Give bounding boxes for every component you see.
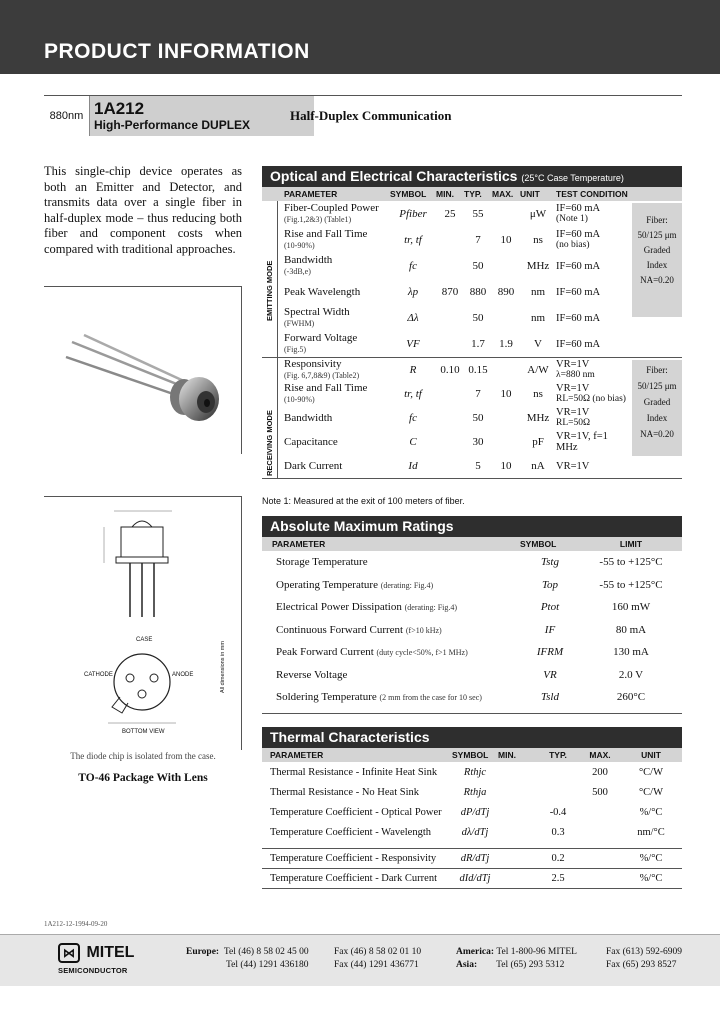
param-name: Spectral Width xyxy=(284,306,350,318)
logo-name: MITEL xyxy=(86,944,135,961)
max-cell: 10 xyxy=(500,460,512,472)
min-cell: 870 xyxy=(441,286,459,298)
thermal-unit: %/°C xyxy=(639,873,663,884)
emitting-rows xyxy=(262,201,682,357)
absmax-row xyxy=(262,551,682,574)
param-name: Bandwidth xyxy=(284,254,333,266)
case-label: CASE xyxy=(136,637,153,643)
condition-cell xyxy=(556,313,632,324)
device-photo-illustration xyxy=(44,287,240,453)
param-name: Fiber-Coupled Power xyxy=(284,202,379,214)
unit-cell: V xyxy=(534,338,542,350)
absmax-col-symbol: SYMBOL xyxy=(520,539,557,549)
absmax-limit: 2.0 V xyxy=(618,668,644,681)
param-name: Peak Wavelength xyxy=(284,285,361,298)
typ-cell: 7 xyxy=(475,388,481,400)
absmax-param-cell xyxy=(262,624,520,636)
absmax-row xyxy=(262,641,682,664)
absolute-max-section xyxy=(262,516,682,714)
typ-cell: 0.15 xyxy=(468,364,488,376)
absmax-limit: 130 mA xyxy=(613,646,649,659)
unit-cell: nm xyxy=(530,286,546,298)
param-name: Rise and Fall Time xyxy=(284,382,368,394)
emitting-fiber-note xyxy=(632,203,682,317)
anode-label: ANODE xyxy=(172,672,194,678)
param-cell xyxy=(284,359,390,381)
typ-cell: 55 xyxy=(472,208,484,220)
condition-cell xyxy=(556,287,632,298)
param-name: Bandwidth xyxy=(284,411,333,424)
condition-main: IF=60 mA xyxy=(556,229,601,240)
absmax-title: Absolute Maximum Ratings xyxy=(262,516,682,537)
thermal-unit: °C/W xyxy=(638,766,664,778)
absmax-param: Continuous Forward Current xyxy=(276,623,404,636)
absmax-limit: 260°C xyxy=(616,691,646,704)
param-name: Forward Voltage xyxy=(284,332,358,344)
absmax-subnote: (derating: Fig.4) xyxy=(404,603,458,613)
thermal-col-symbol: SYMBOL xyxy=(452,750,489,760)
condition-cell xyxy=(556,383,632,405)
condition-cell xyxy=(556,461,632,472)
europe-fax-1: Fax (46) 8 58 02 01 10 xyxy=(334,947,422,957)
col-max: MAX. xyxy=(492,189,514,199)
thermal-row xyxy=(262,802,682,822)
symbol-cell: C xyxy=(409,436,417,448)
param-subnote: (10-90%) xyxy=(284,241,315,250)
thermal-param: Thermal Resistance - No Heat Sink xyxy=(270,786,419,798)
receiving-mode-block xyxy=(262,358,682,479)
absmax-symbol: Tstg xyxy=(541,556,559,569)
typ-cell: 50 xyxy=(472,260,484,272)
absmax-col-parameter: PARAMETER xyxy=(272,539,326,549)
thermal-col-max: MAX. xyxy=(589,750,611,760)
asia-tel: Tel (65) 293 5312 xyxy=(496,959,565,970)
condition-cell xyxy=(556,229,632,251)
absmax-row xyxy=(262,664,682,687)
unit-cell: ns xyxy=(533,388,543,400)
condition-extra: (Note 1) xyxy=(556,214,588,224)
param-cell xyxy=(284,383,390,405)
absmax-column-headers xyxy=(262,537,682,551)
fiber-note-line: Index xyxy=(646,413,668,423)
spec-row xyxy=(284,331,682,357)
dimensions-note: All dimensions in mm xyxy=(220,641,226,693)
part-number: 1A212 xyxy=(94,99,145,118)
asia-label: Asia: xyxy=(456,959,478,970)
symbol-cell: Δλ xyxy=(407,312,419,324)
spec-row xyxy=(284,454,682,478)
col-test-condition: TEST CONDITION xyxy=(556,189,628,199)
spec-row xyxy=(284,430,682,454)
typ-cell: 50 xyxy=(472,412,484,424)
param-cell xyxy=(284,229,390,251)
europe-fax xyxy=(334,946,421,971)
thermal-rows xyxy=(262,762,682,889)
thermal-unit: °C/W xyxy=(638,786,664,798)
thermal-symbol: Rthja xyxy=(463,786,487,798)
condition-cell xyxy=(556,431,632,453)
america-fax: Fax (613) 592-6909 xyxy=(606,947,682,957)
bottom-view-label: BOTTOM VIEW xyxy=(122,729,165,735)
param-cell xyxy=(284,461,390,472)
receiving-mode-side xyxy=(262,358,278,478)
spec-row xyxy=(284,358,682,382)
thermal-max: 200 xyxy=(592,766,608,778)
fiber-note-line: NA=0.20 xyxy=(640,275,674,285)
thermal-typ: 2.5 xyxy=(551,873,565,884)
thermal-symbol: Rthjc xyxy=(463,766,487,778)
condition-main: VR=1V, f=1 MHz xyxy=(556,431,608,453)
unit-cell: MHz xyxy=(526,412,550,424)
typ-cell: 50 xyxy=(472,312,484,324)
absmax-subnote: (derating: Fig.4) xyxy=(380,580,434,590)
part-box xyxy=(90,96,314,136)
absmax-param-cell xyxy=(262,646,520,658)
condition-extra: (no bias) xyxy=(556,240,590,250)
emitting-mode-side xyxy=(262,201,278,357)
symbol-cell: Id xyxy=(408,460,418,472)
col-parameter: PARAMETER xyxy=(284,189,338,199)
spec-row xyxy=(284,305,682,331)
emitting-mode-label: EMITTING MODE xyxy=(265,260,274,321)
thermal-param: Thermal Resistance - Infinite Heat Sink xyxy=(270,766,438,778)
thermal-typ: 0.3 xyxy=(551,826,565,838)
thermal-row xyxy=(262,868,682,888)
isolation-note: The diode chip is isolated from the case. xyxy=(70,751,216,761)
unit-cell: nA xyxy=(531,460,545,472)
thermal-section xyxy=(262,727,682,889)
condition-main: IF=60 mA xyxy=(556,203,601,214)
thermal-column-headers xyxy=(262,748,682,762)
spec-row xyxy=(284,253,682,279)
absmax-row xyxy=(262,619,682,642)
thermal-row xyxy=(262,782,682,802)
thermal-param: Temperature Coefficient - Dark Current xyxy=(270,873,438,884)
fiber-note-line: Index xyxy=(646,260,668,270)
emitting-mode-block xyxy=(262,201,682,358)
absmax-rows xyxy=(262,551,682,714)
absmax-symbol: Tsld xyxy=(541,691,559,704)
thermal-col-min: MIN. xyxy=(498,750,516,760)
europe-label: Europe: xyxy=(186,947,220,957)
intro-text: This single-chip device operates as both an Emitter and Detector, and transmits data over a single fiber in half-duplex mode – thus reducing both fiber and component costs when compared with traditional approaches. xyxy=(44,164,242,256)
thermal-row xyxy=(262,822,682,842)
thermal-col-unit: UNIT xyxy=(641,750,661,760)
param-cell xyxy=(284,255,390,277)
param-cell xyxy=(284,203,390,225)
condition-main: IF=60 mA xyxy=(556,260,601,272)
symbol-cell: fc xyxy=(409,260,417,272)
europe-tel-2: Tel (44) 1291 436180 xyxy=(226,959,309,970)
param-cell xyxy=(284,437,390,448)
america-asia-fax xyxy=(606,946,682,971)
absmax-param: Reverse Voltage xyxy=(276,668,348,681)
fiber-note-line: Fiber: xyxy=(646,215,668,225)
symbol-cell: VF xyxy=(406,338,420,350)
max-cell: 1.9 xyxy=(499,338,513,350)
param-cell xyxy=(284,307,390,329)
mitel-logo-icon: ⋈ xyxy=(58,943,80,963)
america-label: America: xyxy=(456,947,494,957)
typ-cell: 880 xyxy=(469,286,487,298)
param-subnote: (Fig.1,2&3) (Table1) xyxy=(284,215,352,224)
optical-condition-text: (25°C Case Temperature) xyxy=(521,173,624,183)
fiber-note-line: 50/125 μm xyxy=(637,230,677,240)
col-min: MIN. xyxy=(436,189,454,199)
product-banner xyxy=(0,0,720,74)
absmax-row xyxy=(262,574,682,597)
param-name: Capacitance xyxy=(284,435,338,448)
param-subnote: (Fig. 6,7,8&9) (Table2) xyxy=(284,371,360,380)
to46-outline-drawing xyxy=(44,497,240,749)
thermal-row xyxy=(262,848,682,868)
condition-main: VR=1V xyxy=(556,359,590,370)
param-subnote: (FWHM) xyxy=(284,319,315,328)
absmax-row xyxy=(262,596,682,619)
thermal-symbol: dλ/dTj xyxy=(461,826,489,838)
typ-cell: 30 xyxy=(472,436,484,448)
unit-cell: ns xyxy=(533,234,543,246)
absmax-limit: 160 mW xyxy=(611,601,651,614)
thermal-param: Temperature Coefficient - Responsivity xyxy=(270,853,437,864)
param-subnote: (Fig.5) xyxy=(284,345,306,354)
unit-cell: nm xyxy=(530,312,546,324)
condition-cell xyxy=(556,359,632,381)
optical-title-text: Optical and Electrical Characteristics xyxy=(270,168,518,184)
condition-cell xyxy=(556,339,632,350)
wavelength-label: 880nm xyxy=(44,96,90,136)
part-description: High-Performance DUPLEX xyxy=(94,118,251,132)
europe-contacts xyxy=(186,946,309,971)
receiving-rows xyxy=(262,358,682,478)
thermal-max: 500 xyxy=(592,786,608,798)
param-subnote: (-3dB,e) xyxy=(284,267,311,276)
thermal-typ: -0.4 xyxy=(549,806,567,818)
thermal-col-typ: TYP. xyxy=(549,750,567,760)
condition-extra: RL=50Ω xyxy=(556,418,591,428)
fiber-note-line: Graded xyxy=(643,245,671,255)
condition-extra: RL=50Ω (no bias) xyxy=(556,394,626,404)
absmax-param-cell xyxy=(262,691,520,703)
america-tel: Tel 1-800-96 MITEL xyxy=(496,947,577,957)
absmax-limit: -55 to +125°C xyxy=(599,578,663,591)
spec-row xyxy=(284,201,682,227)
thermal-param: Temperature Coefficient - Optical Power xyxy=(270,806,442,818)
absmax-subnote: (f>10 kHz) xyxy=(405,625,442,635)
unit-cell: A/W xyxy=(527,364,549,376)
fiber-note-line: Fiber: xyxy=(646,365,668,375)
param-cell xyxy=(284,413,390,424)
receiving-mode-label: RECEIVING MODE xyxy=(265,410,274,476)
mitel-logo xyxy=(58,943,134,975)
thermal-unit: %/°C xyxy=(639,806,663,818)
thermal-symbol: dId/dTj xyxy=(459,873,491,884)
absmax-subnote: (duty cycle<50%, f>1 MHz) xyxy=(376,648,468,658)
absmax-param: Storage Temperature xyxy=(276,556,368,569)
receiving-fiber-note xyxy=(632,360,682,456)
condition-main: IF=60 mA xyxy=(556,312,601,324)
thermal-symbol: dR/dTj xyxy=(460,853,490,864)
condition-extra: λ=880 nm xyxy=(556,370,595,380)
absmax-param: Electrical Power Dissipation xyxy=(276,601,402,614)
absmax-symbol: Top xyxy=(541,578,559,591)
optical-column-headers xyxy=(262,187,682,201)
col-typ: TYP. xyxy=(464,189,482,199)
symbol-cell: Pfiber xyxy=(399,208,427,220)
condition-cell xyxy=(556,203,632,225)
absmax-col-limit: LIMIT xyxy=(619,539,643,549)
product-photo xyxy=(44,286,242,454)
fiber-note-line: NA=0.20 xyxy=(640,429,674,439)
absmax-symbol: IF xyxy=(544,623,556,636)
max-cell: 10 xyxy=(500,234,512,246)
absmax-param: Soldering Temperature xyxy=(276,691,377,704)
unit-cell: μW xyxy=(529,208,547,220)
thermal-col-parameter: PARAMETER xyxy=(270,750,324,760)
condition-cell xyxy=(556,407,632,429)
product-header xyxy=(44,95,682,135)
param-subnote: (10-90%) xyxy=(284,395,315,404)
thermal-title: Thermal Characteristics xyxy=(262,727,682,748)
package-drawing xyxy=(44,496,242,750)
thermal-symbol: dP/dTj xyxy=(460,806,490,818)
absmax-param-cell xyxy=(262,669,520,681)
spec-row xyxy=(284,279,682,305)
typ-cell: 7 xyxy=(475,234,481,246)
thermal-param: Temperature Coefficient - Wavelength xyxy=(270,826,432,838)
min-cell: 25 xyxy=(444,208,456,220)
condition-main: VR=1V xyxy=(556,460,590,472)
europe-tel-1: Tel (46) 8 58 02 45 00 xyxy=(223,947,309,957)
param-name: Rise and Fall Time xyxy=(284,228,368,240)
application-title: Half-Duplex Communication xyxy=(290,108,452,123)
absmax-param-cell xyxy=(262,556,520,568)
condition-main: VR=1V xyxy=(556,407,590,418)
symbol-cell: fc xyxy=(409,412,417,424)
min-cell: 0.10 xyxy=(440,364,460,376)
thermal-unit: %/°C xyxy=(639,853,663,864)
symbol-cell: tr, tf xyxy=(404,388,422,400)
condition-cell xyxy=(556,261,632,272)
max-cell: 890 xyxy=(497,286,515,298)
europe-fax-2: Fax (44) 1291 436771 xyxy=(334,959,419,970)
symbol-cell: λp xyxy=(407,286,419,298)
spec-row xyxy=(284,382,682,406)
unit-cell: MHz xyxy=(526,260,550,272)
banner-title: PRODUCT INFORMATION xyxy=(44,40,310,63)
package-caption: TO-46 Package With Lens xyxy=(78,772,208,784)
absmax-symbol: IFRM xyxy=(536,646,564,659)
param-cell xyxy=(284,287,390,298)
america-asia-contacts xyxy=(456,946,577,971)
param-name: Dark Current xyxy=(284,459,343,472)
col-unit: UNIT xyxy=(520,189,540,199)
absmax-limit: 80 mA xyxy=(615,623,647,636)
condition-main: VR=1V xyxy=(556,383,590,394)
max-cell: 10 xyxy=(500,388,512,400)
col-symbol: SYMBOL xyxy=(390,189,427,199)
typ-cell: 1.7 xyxy=(471,338,485,350)
absmax-subnote: (2 mm from the case for 10 sec) xyxy=(379,693,482,703)
thermal-typ: 0.2 xyxy=(551,853,565,864)
spec-row xyxy=(284,227,682,253)
absmax-param-cell xyxy=(262,579,520,591)
optical-electrical-section xyxy=(262,166,682,479)
cathode-label: CATHODE xyxy=(84,672,113,678)
logo-subtitle: SEMICONDUCTOR xyxy=(58,966,128,975)
param-cell xyxy=(284,333,390,355)
optical-section-title xyxy=(262,166,682,187)
document-id: 1A212-12-1994-09-20 xyxy=(44,920,108,928)
param-name: Responsivity xyxy=(284,358,342,370)
absmax-symbol: VR xyxy=(543,668,557,681)
unit-cell: pF xyxy=(532,436,544,448)
absmax-param-cell xyxy=(262,601,520,613)
absmax-param: Operating Temperature xyxy=(276,578,378,591)
fiber-note-line: Graded xyxy=(643,397,671,407)
spec-row xyxy=(284,406,682,430)
asia-fax: Fax (65) 293 8527 xyxy=(606,959,677,970)
fiber-note-line: 50/125 μm xyxy=(637,381,677,391)
typ-cell: 5 xyxy=(475,460,481,472)
note-1: Note 1: Measured at the exit of 100 meters of fiber. xyxy=(262,496,465,506)
absmax-symbol: Ptot xyxy=(540,601,560,614)
thermal-row xyxy=(262,762,682,782)
thermal-unit: nm/°C xyxy=(637,826,665,838)
absmax-row xyxy=(262,686,682,709)
absmax-limit: -55 to +125°C xyxy=(599,556,663,569)
absmax-param: Peak Forward Current xyxy=(276,646,374,659)
condition-main: IF=60 mA xyxy=(556,338,601,350)
symbol-cell: R xyxy=(409,364,417,376)
condition-main: IF=60 mA xyxy=(556,286,601,298)
symbol-cell: tr, tf xyxy=(404,234,422,246)
